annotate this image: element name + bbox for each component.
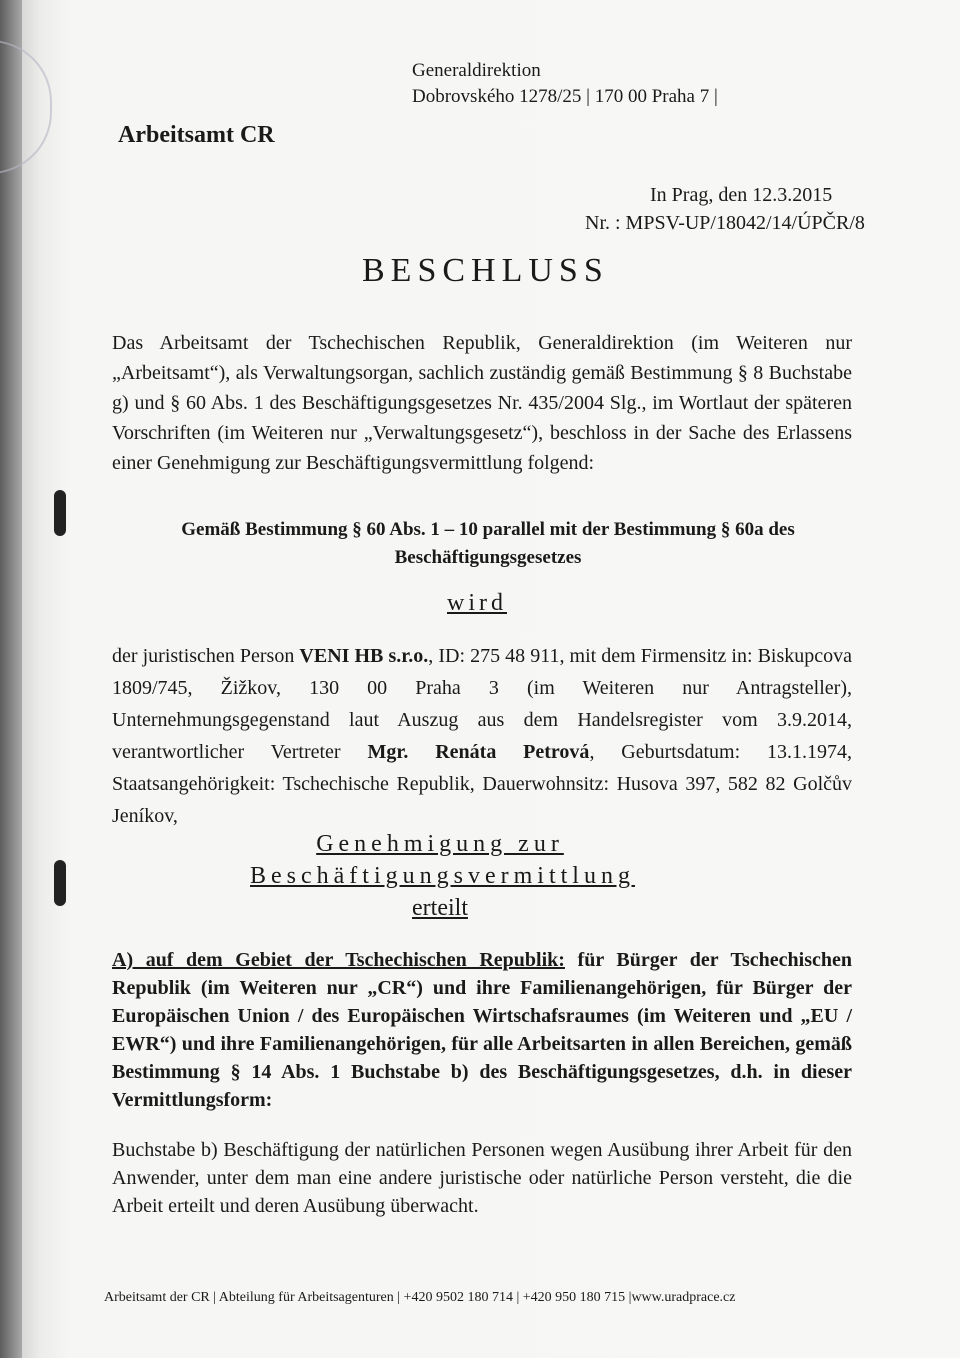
legal-basis: Gemäß Bestimmung § 60 Abs. 1 – 10 parallel mit der Bestimmung § 60a des Beschäftigungsgesetzes	[181, 519, 795, 568]
footer: Arbeitsamt der CR | Abteilung für Arbeitsagenturen | +420 9502 180 714 | +420 950 180 715 |www.uradprace.cz	[104, 1290, 736, 1305]
applicant-prefix: der juristischen Person	[112, 645, 300, 667]
authority-line-2: Dobrovského 1278/25 | 170 00 Praha 7 |	[412, 86, 718, 107]
section-a-body: für Bürger der Tschechischen Republik (im Weiteren nur „CR“) und ihre Familienangehörigen, für Bürger der Europäischen Union / des Europäischen Wirtschafsraumes (im Weiteren und „EU / EWR“) und ihre Familienangehörigen, für alle Arbeitsarten in allen Bereichen, gemäß Bestimmung § 14 Abs. 1 Buchstabe b) des Beschäftigungsgesetzes, d.h. in dieser Vermittlungsform:	[112, 949, 852, 1111]
punch-hole	[54, 860, 66, 906]
binder-shadow	[0, 0, 22, 1358]
place-date: In Prag, den 12.3.2015	[650, 184, 833, 206]
applicant-paragraph	[112, 640, 852, 832]
applicant-details: , ID: 275 48 911, mit dem Firmensitz in: Biskupcova 1809/745, Žižkov, 130 00 Praha 3 (im Weiteren nur Antragsteller), Unternehmungsgegenstand laut Auszug aus dem Handelsregister vom 3.9.2014, verantwortlicher Vertreter	[112, 645, 853, 763]
reference-number: Nr. : MPSV-UP/18042/14/ÚPČR/8	[585, 212, 865, 234]
company-name: VENI HB s.r.o.	[299, 645, 429, 667]
punch-hole	[54, 490, 66, 536]
grant-heading	[250, 828, 635, 924]
intro-paragraph: Das Arbeitsamt der Tschechischen Republik, Generaldirektion (im Weiteren nur „Arbeitsamt“), als Verwaltungsorgan, sachlich zuständig gemäß Bestimmung § 8 Buchstabe g) und § 60 Abs. 1 des Beschäftigungsgesetzes Nr. 435/2004 Slg., im Wortlaut der späteren Vorschriften (im Weiteren nur „Verwaltungsgesetz“), beschloss in der Sache des Erlassens einer Genehmigung zur Beschäftigungsvermittlung folgend:	[112, 332, 852, 474]
office-name: Arbeitsamt CR	[118, 122, 275, 148]
stamp-fragment	[0, 40, 52, 174]
section-a-heading: A) auf dem Gebiet der Tschechischen Republik:	[112, 949, 565, 971]
section-b: Buchstabe b) Beschäftigung der natürlichen Personen wegen Ausübung ihrer Arbeit für den Anwender, unter dem man eine andere juristische oder natürliche Person versteht, die die Arbeit erteilt und deren Ausübung überwacht.	[112, 1139, 852, 1217]
representative-name: Mgr. Renáta Petrová	[367, 741, 590, 763]
authority-address	[412, 58, 718, 110]
grant-line-3: erteilt	[412, 895, 468, 921]
authority-line-1: Generaldirektion	[412, 60, 541, 81]
document-title: BESCHLUSS	[362, 252, 609, 289]
grant-line-2: Beschäftigungsvermittlung	[250, 863, 635, 889]
representative-details: , Geburtsdatum: 13.1.1974, Staatsangehörigkeit: Tschechische Republik, Dauerwohnsitz: Husova 397, 582 82 Golčův Jeníkov,	[112, 741, 852, 827]
section-a	[112, 946, 852, 1114]
grant-line-1: Genehmigung zur	[316, 831, 564, 857]
wird-heading: wird	[447, 590, 507, 616]
